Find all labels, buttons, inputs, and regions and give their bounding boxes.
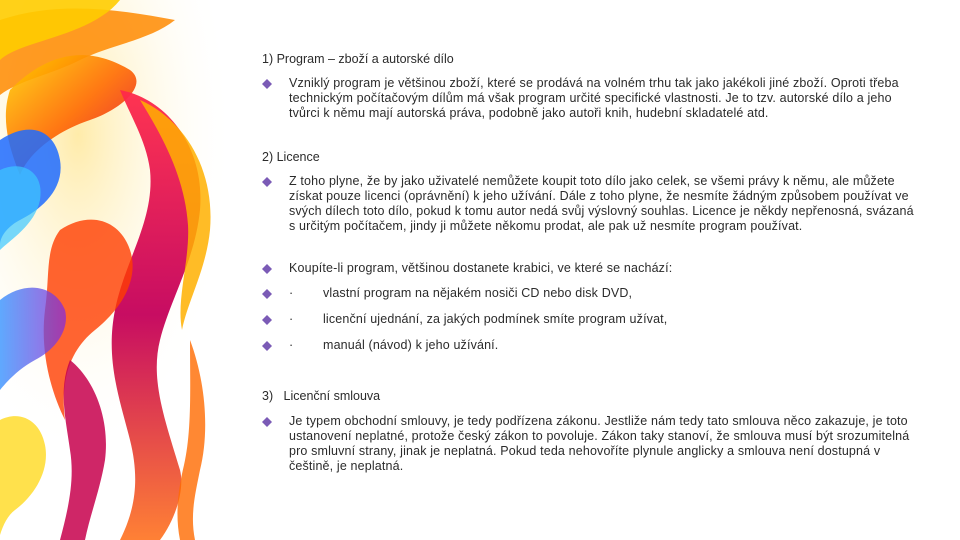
section-heading-licence: 2) Licence — [262, 150, 320, 164]
diamond-bullet-icon — [262, 177, 272, 187]
diamond-bullet-icon — [262, 417, 272, 427]
sub-item-text: manuál (návod) k jeho užívání. — [323, 338, 499, 352]
list-item — [262, 312, 914, 327]
diamond-bullet-icon — [262, 264, 272, 274]
sub-item-marker: · — [289, 338, 294, 352]
bullet-text: Koupíte-li program, většinou dostanete krabici, ve které se nachází: — [289, 261, 673, 275]
list-item — [262, 414, 914, 474]
section-heading-program: 1) Program – zboží a autorské dílo — [262, 52, 454, 66]
list-item — [262, 174, 914, 234]
diamond-bullet-icon — [262, 289, 272, 299]
bullet-text: Z toho plyne, že by jako uživatelé nemůžete koupit toto dílo jako celek, se všemi právy k němu, ale můžete získat pouze licenci (oprávnění) k jeho užívání. Dále z toho plyne, že nesmíte žádným způsobem používat ve svých dílech toto dílo, pokud k tomu autor nedá svůj výslovný souhlas. Licence je někdy nepřenosná, svázaná s určitým počítačem, jindy ji můžete někomu prodat, ale pak už nesmíte program používat. — [289, 174, 914, 233]
sub-item-text: licenční ujednání, za jakých podmínek smíte program užívat, — [323, 312, 668, 326]
bullet-text: Je typem obchodní smlouvy, je tedy podřízena zákonu. Jestliže nám tedy tato smlouva něco zakazuje, je toto ustanovení neplatné, protože český zákon to povoluje. Zákon taky stanoví, že smlouva musí být srozumitelná pro smluvní strany, jinak je neplatná. Pokud teda nehovoříte plynule anglicky a smlouva není dostupná v češtině, je neplatná. — [289, 414, 910, 473]
list-item — [262, 261, 914, 276]
bullet-text: Vzniklý program je většinou zboží, které se prodává na volném trhu tak jako jakékoli jiné zboží. Oproti třeba technickým počítačovým dílům má však program určité specifické vlastnosti. Je to tzv. autorské dílo a jeho tvůrci k němu mají autorská práva, podobně jako autoři knih, hudební skladatelé atd. — [289, 76, 899, 120]
diamond-bullet-icon — [262, 341, 272, 351]
sub-item-text: vlastní program na nějakém nosiči CD nebo disk DVD, — [323, 286, 633, 300]
diamond-bullet-icon — [262, 315, 272, 325]
list-item — [262, 338, 914, 353]
list-item — [262, 286, 914, 301]
sub-item-marker: · — [289, 286, 294, 300]
sub-item-marker: · — [289, 312, 294, 326]
diamond-bullet-icon — [262, 79, 272, 89]
section-heading-licencni-smlouva: 3) Licenční smlouva — [262, 389, 381, 403]
decorative-brush-art — [0, 0, 260, 540]
list-item — [262, 76, 914, 121]
